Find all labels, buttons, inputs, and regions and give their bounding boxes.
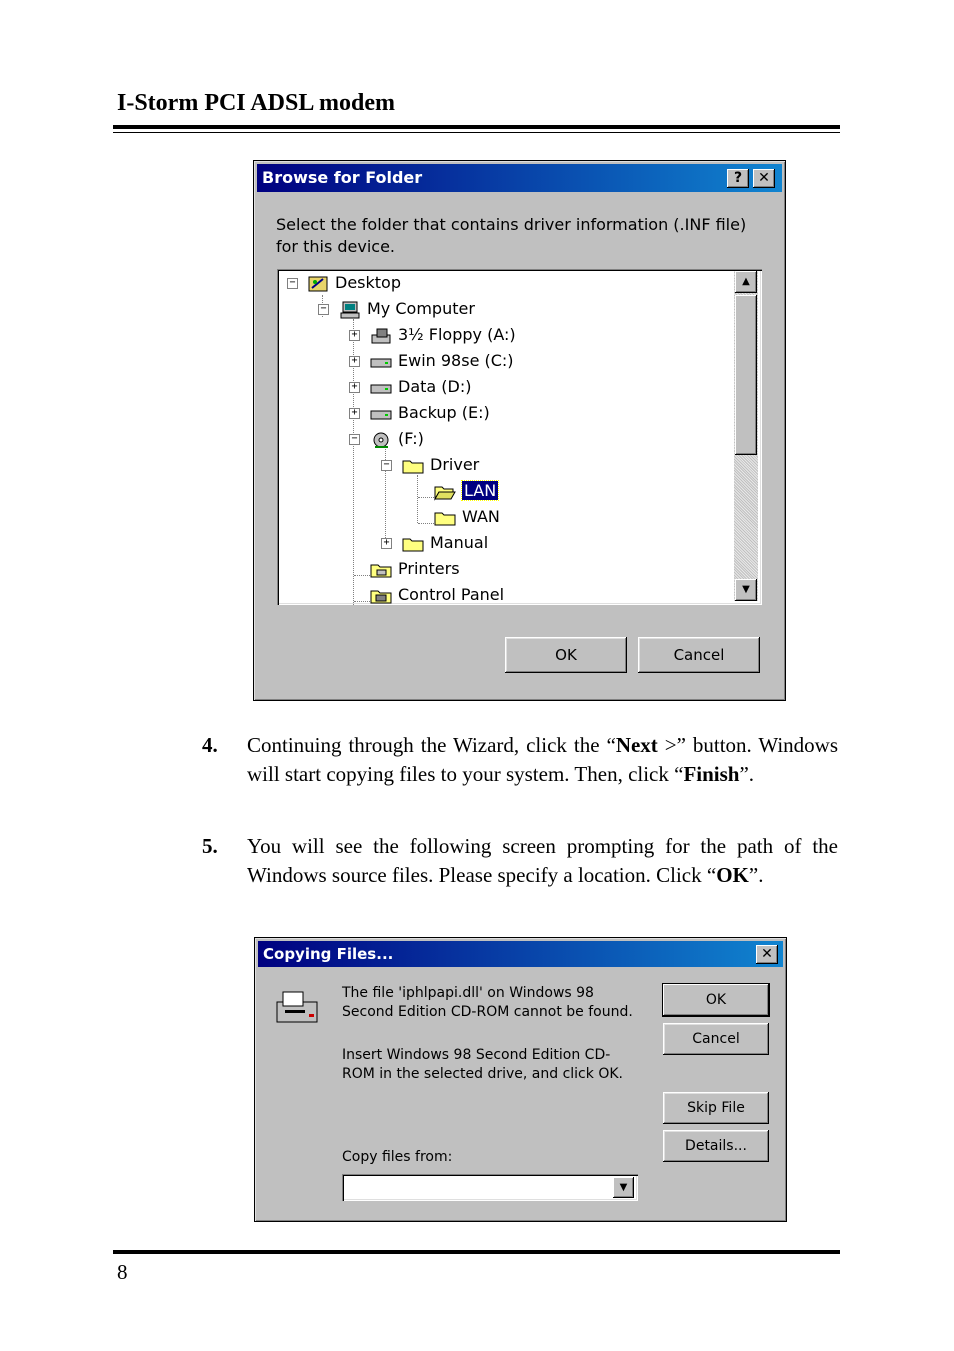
chevron-down-icon[interactable]: ▼ — [613, 1177, 634, 1198]
tree-item-control-panel[interactable]: Control Panel — [370, 584, 504, 605]
tree-item-printers[interactable]: Printers — [370, 558, 460, 580]
printers-folder-icon — [370, 561, 392, 579]
cdrom-icon — [370, 431, 392, 449]
header-rule-thin — [113, 132, 840, 133]
tree-item-drive-d[interactable]: Data (D:) — [370, 376, 471, 398]
tree-item-lan[interactable]: LAN — [434, 480, 498, 502]
desktop-icon — [307, 275, 329, 293]
tree-item-drive-c[interactable]: Ewin 98se (C:) — [370, 350, 514, 372]
copying-files-dialog — [254, 937, 787, 1222]
missing-file-message: The file 'iphlpapi.dll' on Windows 98 Second Edition CD-ROM cannot be found. — [342, 985, 633, 1020]
document-title: I-Storm PCI ADSL modem — [117, 90, 396, 116]
disk-drive-icon — [273, 988, 321, 1030]
folder-tree[interactable] — [277, 269, 762, 605]
step-4 — [202, 731, 838, 789]
control-panel-icon — [370, 587, 392, 605]
page-number: 8 — [117, 1260, 128, 1284]
close-button[interactable]: ✕ — [756, 945, 778, 964]
ok-button[interactable]: OK — [663, 984, 769, 1016]
dialog-title: Browse for Folder — [262, 168, 423, 187]
copy-files-from-label: Copy files from: — [342, 1149, 453, 1165]
folder-icon — [402, 457, 424, 475]
cancel-button[interactable]: Cancel — [663, 1023, 769, 1055]
step-5 — [202, 832, 838, 890]
scroll-up-button[interactable]: ▲ — [735, 271, 757, 293]
drive-icon — [370, 379, 392, 397]
step-text: You will see the following screen prompting for the path of the Windows source files. Please specify a location. Click “OK”. — [247, 834, 838, 887]
tree-expander[interactable]: − — [349, 434, 360, 445]
tree-item-drive-e[interactable]: Backup (E:) — [370, 402, 490, 424]
tree-item-manual[interactable]: Manual — [402, 532, 488, 554]
step-number: 4. — [202, 733, 218, 757]
dialog-titlebar — [257, 164, 782, 192]
cancel-button[interactable]: Cancel — [638, 637, 760, 673]
tree-expander[interactable]: − — [318, 304, 329, 315]
tree-item-floppy-a[interactable]: 3½ Floppy (A:) — [370, 324, 516, 346]
tree-expander[interactable]: + — [381, 538, 392, 549]
computer-icon — [339, 301, 361, 319]
copy-files-from-combobox[interactable] — [342, 1174, 638, 1201]
details-button[interactable]: Details... — [663, 1130, 769, 1162]
tree-scrollbar[interactable] — [734, 271, 758, 601]
step-text: Continuing through the Wizard, click the “Next >” button. Windows will start copying files to your system. Then, click “Finish”. — [247, 733, 839, 786]
drive-icon — [370, 353, 392, 371]
browse-for-folder-dialog — [253, 160, 786, 701]
tree-expander[interactable]: + — [349, 330, 360, 341]
drive-icon — [370, 405, 392, 423]
tree-expander[interactable]: − — [381, 460, 392, 471]
folder-icon — [402, 535, 424, 553]
scroll-thumb[interactable] — [735, 295, 757, 455]
tree-item-driver[interactable]: Driver — [402, 454, 479, 476]
tree-item-my-computer[interactable]: My Computer — [339, 298, 475, 320]
instruction-text: Select the folder that contains driver information (.INF file) for this device. — [276, 215, 747, 256]
insert-disk-message: Insert Windows 98 Second Edition CD-ROM in the selected drive, and click OK. — [342, 1047, 623, 1082]
header-rule — [113, 125, 840, 129]
tree-expander[interactable]: + — [349, 356, 360, 367]
tree-item-wan[interactable]: WAN — [434, 506, 500, 528]
folder-icon — [434, 509, 456, 527]
step-number: 5. — [202, 834, 218, 858]
floppy-icon — [370, 327, 392, 345]
footer-rule — [113, 1250, 840, 1254]
skip-file-button[interactable]: Skip File — [663, 1092, 769, 1124]
help-button[interactable]: ? — [727, 169, 749, 188]
tree-expander[interactable]: − — [287, 278, 298, 289]
close-button[interactable]: ✕ — [753, 169, 775, 188]
tree-expander[interactable]: + — [349, 408, 360, 419]
dialog-title: Copying Files... — [263, 945, 394, 963]
tree-item-drive-f[interactable]: (F:) — [370, 428, 424, 450]
dialog-titlebar — [258, 941, 783, 967]
tree-item-desktop[interactable]: Desktop — [307, 272, 401, 294]
open-folder-icon — [434, 483, 456, 501]
scroll-down-button[interactable]: ▼ — [735, 579, 757, 601]
ok-button[interactable]: OK — [505, 637, 627, 673]
tree-expander[interactable]: + — [349, 382, 360, 393]
